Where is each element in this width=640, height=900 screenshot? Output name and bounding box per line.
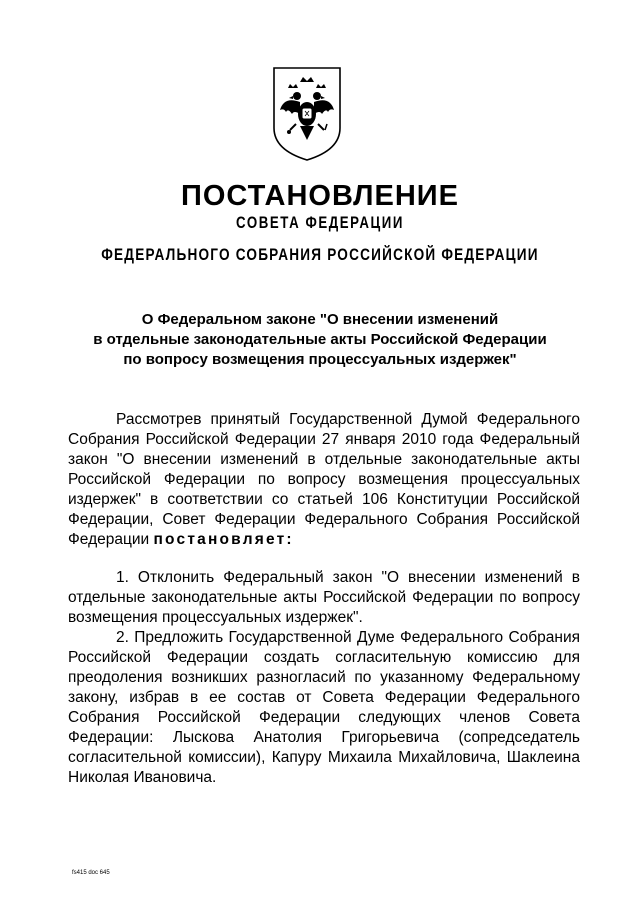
preamble-paragraph (68, 410, 580, 550)
law-title-line-2: в отдельные законодательные акты Российской Федерации (93, 331, 547, 348)
item-1-paragraph: 1. Отклонить Федеральный закон "О внесении изменений в отдельные законодательные акты Российской Федерации по вопросу возмещения процессуальных издержек". (68, 569, 580, 626)
law-title-line-3: по вопросу возмещения процессуальных издержек" (123, 351, 517, 368)
item-2-paragraph: 2. Предложить Государственной Думе Федерального Собрания Российской Федерации создать согласительную комиссию для преодоления возникших разногласий по указанному Федеральному закону, избрав в ее состав от Совета Федерации Федерального Собрания Российской Федерации следующих членов Совета Федерации: Лыскова Анатолия Григорьевича (сопредседатель согласительной комиссии), Капуру Михаила Михайловича, Шаклеина Николая Ивановича. (68, 629, 580, 786)
document-subtitle-assembly: ФЕДЕРАЛЬНОГО СОБРАНИЯ РОССИЙСКОЙ ФЕДЕРАЦИИ (101, 245, 539, 264)
document-subtitle-council: СОВЕТА ФЕДЕРАЦИИ (236, 213, 404, 232)
law-title-line-1: О Федеральном законе "О внесении изменений (141, 311, 499, 328)
document-body (68, 410, 580, 788)
law-title (40, 310, 600, 370)
preamble-text: Рассмотрев принятый Государственной Думой Федерального Собрания Российской Федерации 27 января 2010 года Федеральный закон "О внесении изменений в отдельные законодательные акты Российской Федерации по вопросу возмещения процессуальных издержек" в соответствии со статьей 106 Конституции Российской Федерации, Совет Федерации Федерального Собрания Российской Федерации (68, 411, 580, 548)
footer-code: fs415 doc 645 (72, 870, 110, 876)
russian-coat-of-arms-icon (270, 66, 344, 164)
document-title: ПОСТАНОВЛЕНИЕ (181, 180, 459, 212)
resolves-word: постановляет: (153, 531, 294, 548)
